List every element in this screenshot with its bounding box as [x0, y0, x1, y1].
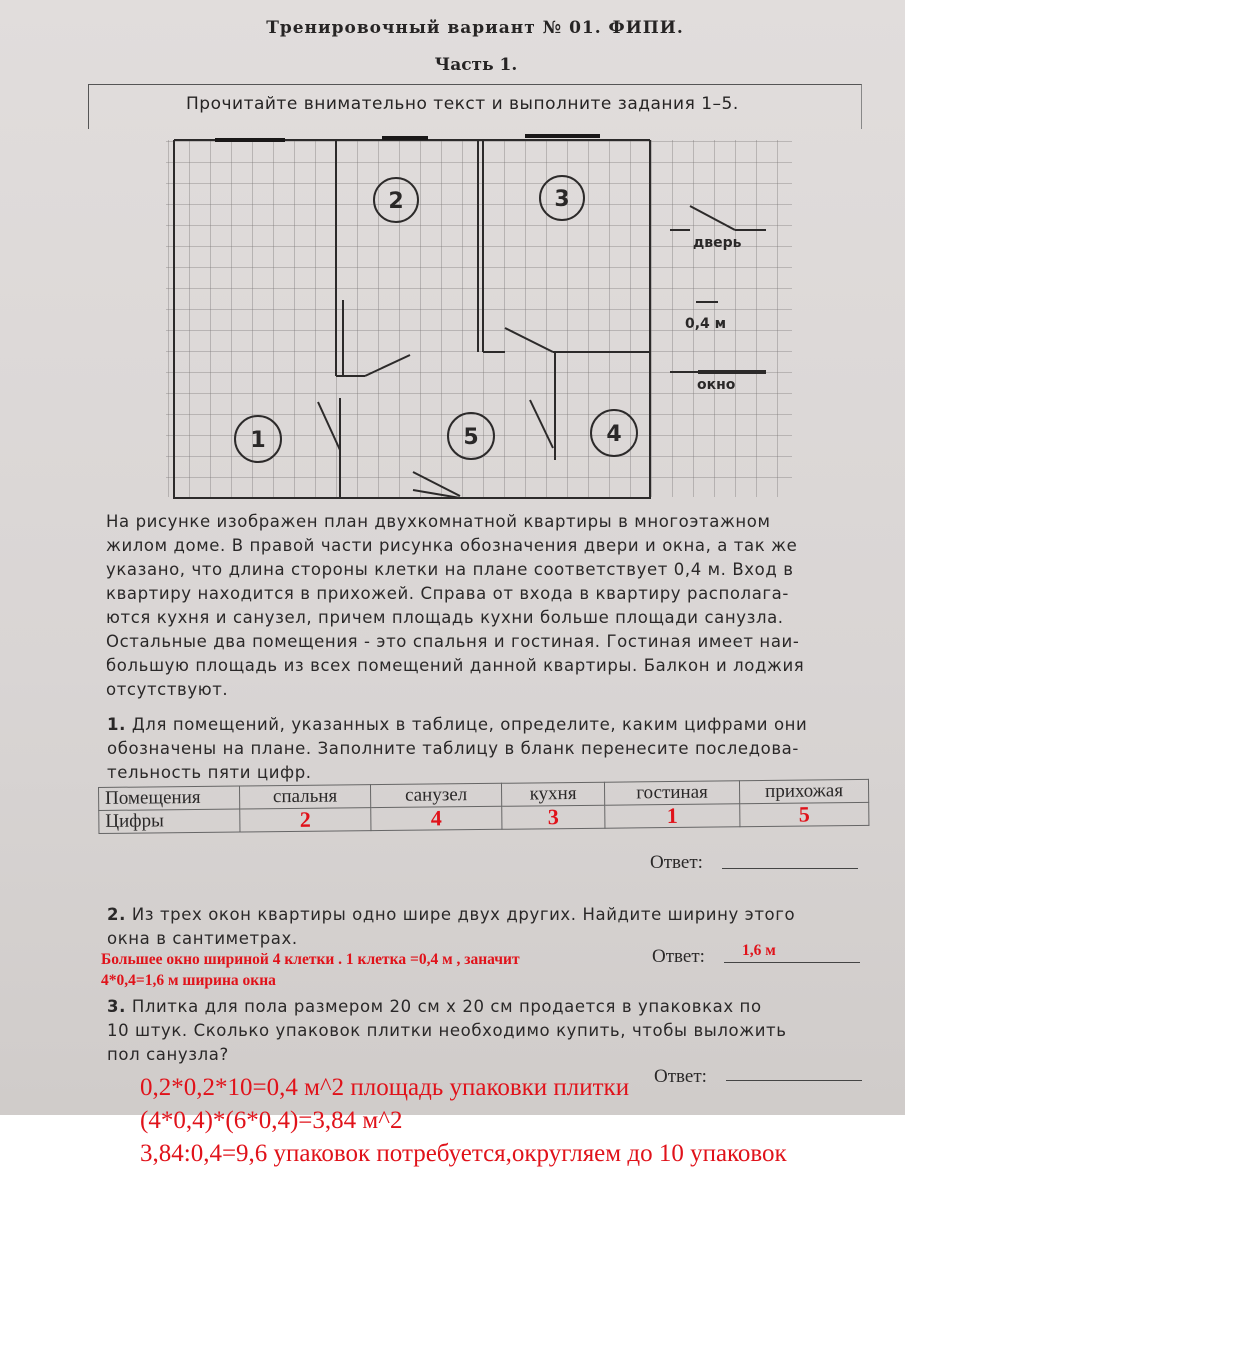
description-line: указано, что длина стороны клетки на плане соответствует 0,4 м. Вход в — [106, 560, 794, 579]
room-4-label: 4 — [606, 422, 622, 447]
room-cell: гостиная — [604, 781, 739, 805]
room-cell: санузел — [370, 783, 501, 807]
task1-number: 1. — [107, 715, 126, 734]
task3-answer-line — [726, 1080, 862, 1081]
description-paragraph — [106, 510, 804, 702]
task1-line: обозначены на плане. Заполните таблицу в бланк перенесите последова- — [107, 739, 799, 758]
instruction-text: Прочитайте внимательно текст и выполните задания 1–5. — [186, 94, 739, 114]
room-5-label: 5 — [463, 425, 479, 450]
digit-cell: 1 — [605, 804, 740, 828]
room-cell: кухня — [501, 782, 604, 806]
digit-cell: 3 — [502, 805, 605, 829]
description-line: На рисунке изображен план двухкомнатной квартиры в многоэтажном — [106, 512, 771, 531]
task2-text — [107, 903, 795, 951]
digit-cell: 5 — [740, 802, 869, 826]
digits-header-cell: Цифры — [99, 809, 240, 833]
rooms-table — [98, 779, 869, 834]
description-line: отсутствуют. — [106, 680, 229, 699]
rooms-header-cell: Помещения — [99, 786, 240, 810]
description-line: большую площадь из всех помещений данной квартиры. Балкон и лоджия — [106, 656, 805, 675]
task1-line: Для помещений, указанных в таблице, определите, каким цифрами они — [131, 715, 808, 734]
solution-line: 3,84:0,4=9,6 упаковок потребуется,округляем до 10 упаковок — [140, 1140, 787, 1167]
description-line: квартиру находится в прихожей. Справа от входа в квартиру располага- — [106, 584, 789, 603]
task3-line: 10 штук. Сколько упаковок плитки необходимо купить, чтобы выложить — [107, 1021, 787, 1040]
digit-cell: 2 — [240, 808, 371, 832]
description-line: Остальные два помещения - это спальня и гостиная. Гостиная имеет наи- — [106, 632, 800, 651]
task3-line: Плитка для пола размером 20 см х 20 см продается в упаковках по — [131, 997, 762, 1016]
task2-note-line: 4*0,4=1,6 м ширина окна — [101, 972, 276, 989]
solution-line: 0,2*0,2*10=0,4 м^2 площадь упаковки плитки — [140, 1074, 630, 1101]
task3-number: 3. — [107, 997, 126, 1016]
legend-window-label: окно — [697, 377, 736, 393]
task3-text — [107, 995, 787, 1067]
description-line: ются кухня и санузел, причем площадь кухни больше площади санузла. — [106, 608, 784, 627]
task1-answer-label: Ответ: — [650, 852, 703, 873]
legend-cell-label: 0,4 м — [685, 316, 727, 332]
room-2-label: 2 — [388, 189, 404, 214]
task2-note-line: Большее окно шириной 4 клетки . 1 клетка =0,4 м , заначит — [101, 951, 520, 968]
task2-line: окна в сантиметрах. — [107, 929, 298, 948]
worksheet-title: Тренировочный вариант № 01. ФИПИ. — [266, 18, 684, 38]
task2-answer-label: Ответ: — [652, 946, 705, 967]
task1-answer-line — [722, 868, 858, 869]
task2-answer-value: 1,6 м — [742, 942, 776, 959]
room-cell: прихожая — [739, 779, 868, 803]
room-cell: спальня — [239, 785, 370, 809]
task2-answer-line — [724, 962, 860, 963]
digit-cell: 4 — [371, 806, 502, 830]
task2-line: Из трех окон квартиры одно шире двух других. Найдите ширину этого — [131, 905, 796, 924]
task1-text — [107, 713, 807, 785]
solution-line: (4*0,4)*(6*0,4)=3,84 м^2 — [140, 1107, 403, 1134]
floor-plan — [160, 130, 800, 505]
task3-line: пол санузла? — [107, 1045, 229, 1064]
legend-door-label: дверь — [693, 235, 742, 251]
task3-answer-label: Ответ: — [654, 1066, 707, 1087]
description-line: жилом доме. В правой части рисунка обозначения двери и окна, а так же — [106, 536, 798, 555]
room-3-label: 3 — [554, 187, 570, 212]
part-heading: Часть 1. — [434, 55, 518, 75]
task1-line: тельность пяти цифр. — [107, 763, 312, 782]
room-1-label: 1 — [250, 428, 266, 453]
task2-number: 2. — [107, 905, 126, 924]
